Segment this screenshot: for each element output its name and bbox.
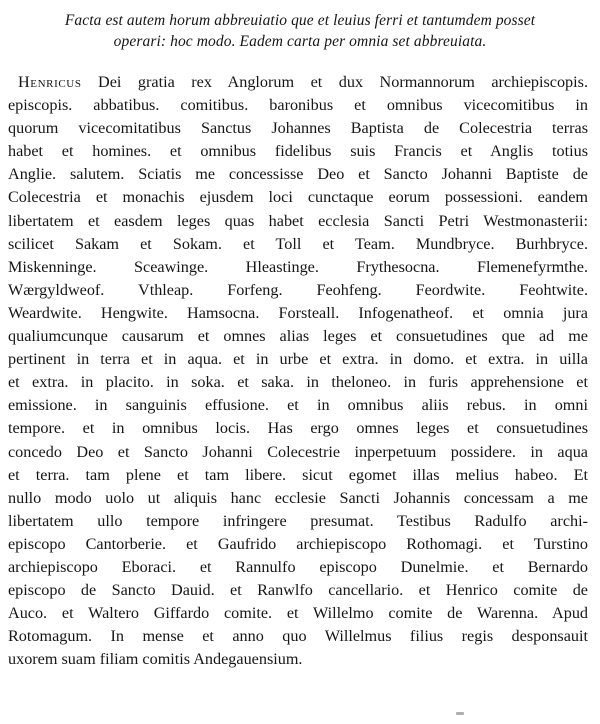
- charter-line: Colecestria et monachis ejusdem loci cunctaque eorum possessioni. eandem: [8, 188, 588, 207]
- heading-line-1: Facta est autem horum abbreuiatio que et leuius ferri et tantumdem posset: [64, 12, 536, 29]
- charter-line-last: uxorem suam filiam comitis Andegauensium.: [8, 650, 303, 669]
- charter-line: Auco. et Waltero Giffardo comite. et Willelmo comite de Warenna. Apud: [8, 604, 588, 623]
- charter-text: [8, 71, 588, 671]
- page-speck: [456, 712, 464, 715]
- charter-line: et terra. tam plene et tam libere. sicut egomet illas melius habeo. Et: [8, 465, 588, 484]
- charter-line: tempore. et in omnibus locis. Has ergo omnes leges et consuetudines: [8, 419, 588, 438]
- charter-line: libertatem ullo tempore infringere presumat. Testibus Radulfo archi-: [8, 511, 588, 530]
- charter-line: Wærgyldweof. Vthleap. Forfeng. Feohfeng. Feordwite. Feohtwite.: [8, 280, 588, 299]
- charter-line: libertatem et easdem leges quas habet ecclesia Sancti Petri Westmonasterii:: [8, 211, 588, 230]
- charter-line: Weardwite. Hengwite. Hamsocna. Forsteall. Infogenatheof. et omnia jura: [8, 303, 588, 322]
- charter-line: concedo Deo et Sancto Johanni Colecestrie inperpetuum possidere. in aqua: [8, 442, 588, 461]
- charter-line: scilicet Sakam et Sokam. et Toll et Team. Mundbryce. Burhbryce.: [8, 234, 588, 253]
- charter-line: archiepiscopo Eboraci. et Rannulfo episcopo Dunelmie. et Bernardo: [8, 557, 588, 576]
- charter-line: episcopo Cantorberie. et Gaufrido archiepiscopo Rothomagi. et Turstino: [8, 534, 588, 553]
- charter-first-word: Henricus: [18, 73, 82, 91]
- charter-heading: [20, 10, 580, 52]
- charter-line-first: [8, 71, 588, 94]
- charter-line: episcopis. abbatibus. comitibus. baronibus et omnibus vicecomitibus in: [8, 96, 588, 115]
- charter-line: qualiumcunque causarum et omnes alias leges et consuetudines que ad me: [8, 327, 588, 346]
- heading-line-2: operari: hoc modo. Eadem carta per omnia set abbreuiata.: [113, 33, 487, 50]
- charter-line: Rotomagum. In mense et anno quo Willelmus filius regis desponsauit: [8, 627, 588, 646]
- charter-line: Anglie. salutem. Sciatis me concessisse Deo et Sancto Johanni Baptiste de: [8, 165, 588, 184]
- charter-line: episcopo de Sancto Dauid. et Ranwlfo cancellario. et Henrico comite de: [8, 581, 588, 600]
- charter-line: pertinent in terra et in aqua. et in urbe et extra. in domo. et extra. in uilla: [8, 350, 588, 369]
- charter-line: quorum vicecomitatibus Sanctus Johannes Baptista de Colecestria terras: [8, 119, 588, 138]
- charter-first-line-rest: Dei gratia rex Anglorum et dux Normannorum archiepiscopis.: [81, 73, 588, 91]
- charter-line: nullo modo uolo ut aliquis hanc ecclesie Sancti Johannis concessam a me: [8, 488, 588, 507]
- charter-line: et extra. in placito. in soka. et saka. in theloneo. in furis apprehensione et: [8, 373, 588, 392]
- charter-line: habet et homines. et omnibus fidelibus suis Francis et Anglis totius: [8, 142, 588, 161]
- charter-line: Miskenninge. Sceawinge. Hleastinge. Frythesocna. Flemenefyrmthe.: [8, 257, 588, 276]
- charter-line: emissione. in sanguinis effusione. et in omnibus aliis rebus. in omni: [8, 396, 588, 415]
